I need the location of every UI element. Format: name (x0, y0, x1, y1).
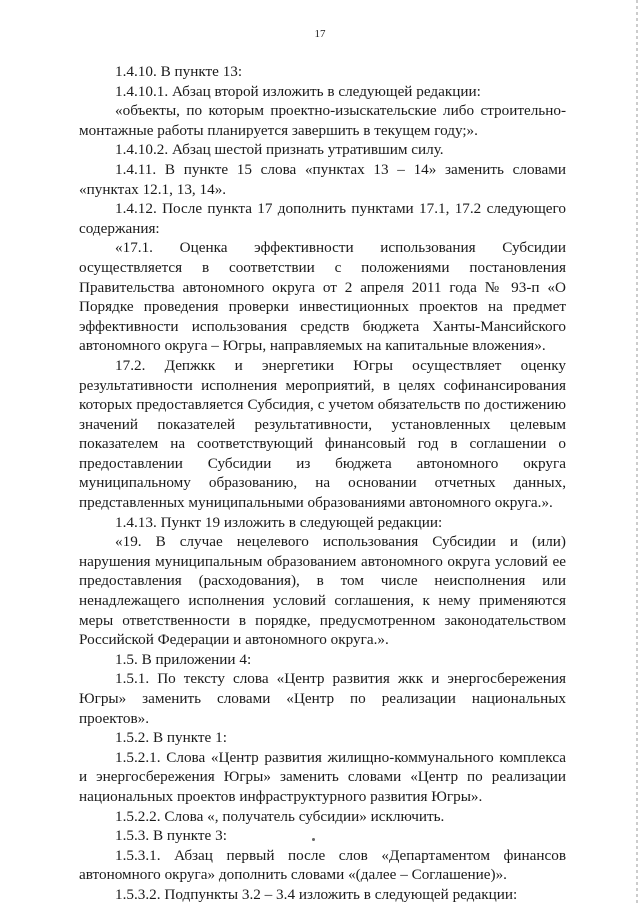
paragraph: 17.2. Депжкк и энергетики Югры осуществляет оценку результативности исполнения мероприятий, в целях софинансирования которых предоставляется Субсидия, с учетом обязательств по достижению значений показателей результативности, установленных целевым показателем на соответствующий финансовый год в соглашении о предоставлении Субсидии из бюджета автономного округа муниципальному образованию, на основании отчетных данных, представленных муниципальными образованиями автономного округа.». (79, 356, 566, 512)
paragraph: 1.5.1. По тексту слова «Центр развития жкк и энергосбережения Югры» заменить словами «Центр по реализации национальных проектов». (79, 670, 566, 727)
paragraph: 1.4.10. В пункте 13: (115, 63, 243, 80)
paragraph: 1.5. В приложении 4: (115, 650, 252, 668)
paragraph: 1.5.3.1. Абзац первый после слов «Департаментом финансов автономного округа» дополнить словами «(далее – Соглашение)». (79, 846, 566, 884)
paragraph: 1.5.2. В пункте 1: (115, 729, 227, 747)
paragraph: 1.5.2.2. Слова «, получатель субсидии» исключить. (115, 807, 445, 825)
paragraph: 1.4.10.1. Абзац второй изложить в следующей редакции: (115, 82, 481, 100)
paragraph: 1.4.11. В пункте 15 слова «пунктах 13 – 14» заменить словами «пунктах 12.1, 13, 14». (79, 160, 566, 198)
paragraph: 1.5.3. В пункте 3: (115, 827, 227, 845)
document-body (79, 62, 566, 905)
paragraph: «17.1. Оценка эффективности использования Субсидии осуществляется в соответствии с положениями постановления Правительства автономного округа от 2 апреля 2011 года № 93-п «О Порядке проведения проверки инвестиционных проектов на предмет эффективности использования средств бюджета Ханты-Мансийского автономного округа – Югры, направляемых на капитальные вложения». (79, 239, 566, 355)
paragraph: 1.5.2.1. Слова «Центр развития жилищно-коммунального комплекса и энергосбережения Югры» заменить словами «Центр по реализации национальных проектов инфраструктурного развития Югры». (79, 748, 566, 805)
paragraph: «19. В случае нецелевого использования Субсидии и (или) нарушения муниципальным образованием автономного округа условий ее предоставления (расходования), в том числе неисполнения или ненадлежащего исполнения условий соглашения, к нему применяются меры ответственности в порядке, предусмотренном законодательством Российской Федерации и автономного округа.». (79, 533, 566, 649)
paragraph: 1.4.12. После пункта 17 дополнить пунктами 17.1, 17.2 следующего содержания: (79, 200, 566, 237)
scan-speck (312, 838, 315, 841)
page-number: 17 (314, 28, 326, 40)
paragraph: 1.5.3.2. Подпункты 3.2 – 3.4 изложить в следующей редакции: (115, 885, 518, 903)
paragraph: 1.4.10.2. Абзац шестой признать утратившим силу. (115, 141, 444, 159)
paragraph: 1.4.13. Пункт 19 изложить в следующей редакции: (115, 513, 443, 531)
scan-edge-shadow (636, 0, 638, 905)
paragraph: «объекты, по которым проектно-изыскательские либо строительно-монтажные работы планируется завершить в текущем году;». (79, 102, 566, 139)
